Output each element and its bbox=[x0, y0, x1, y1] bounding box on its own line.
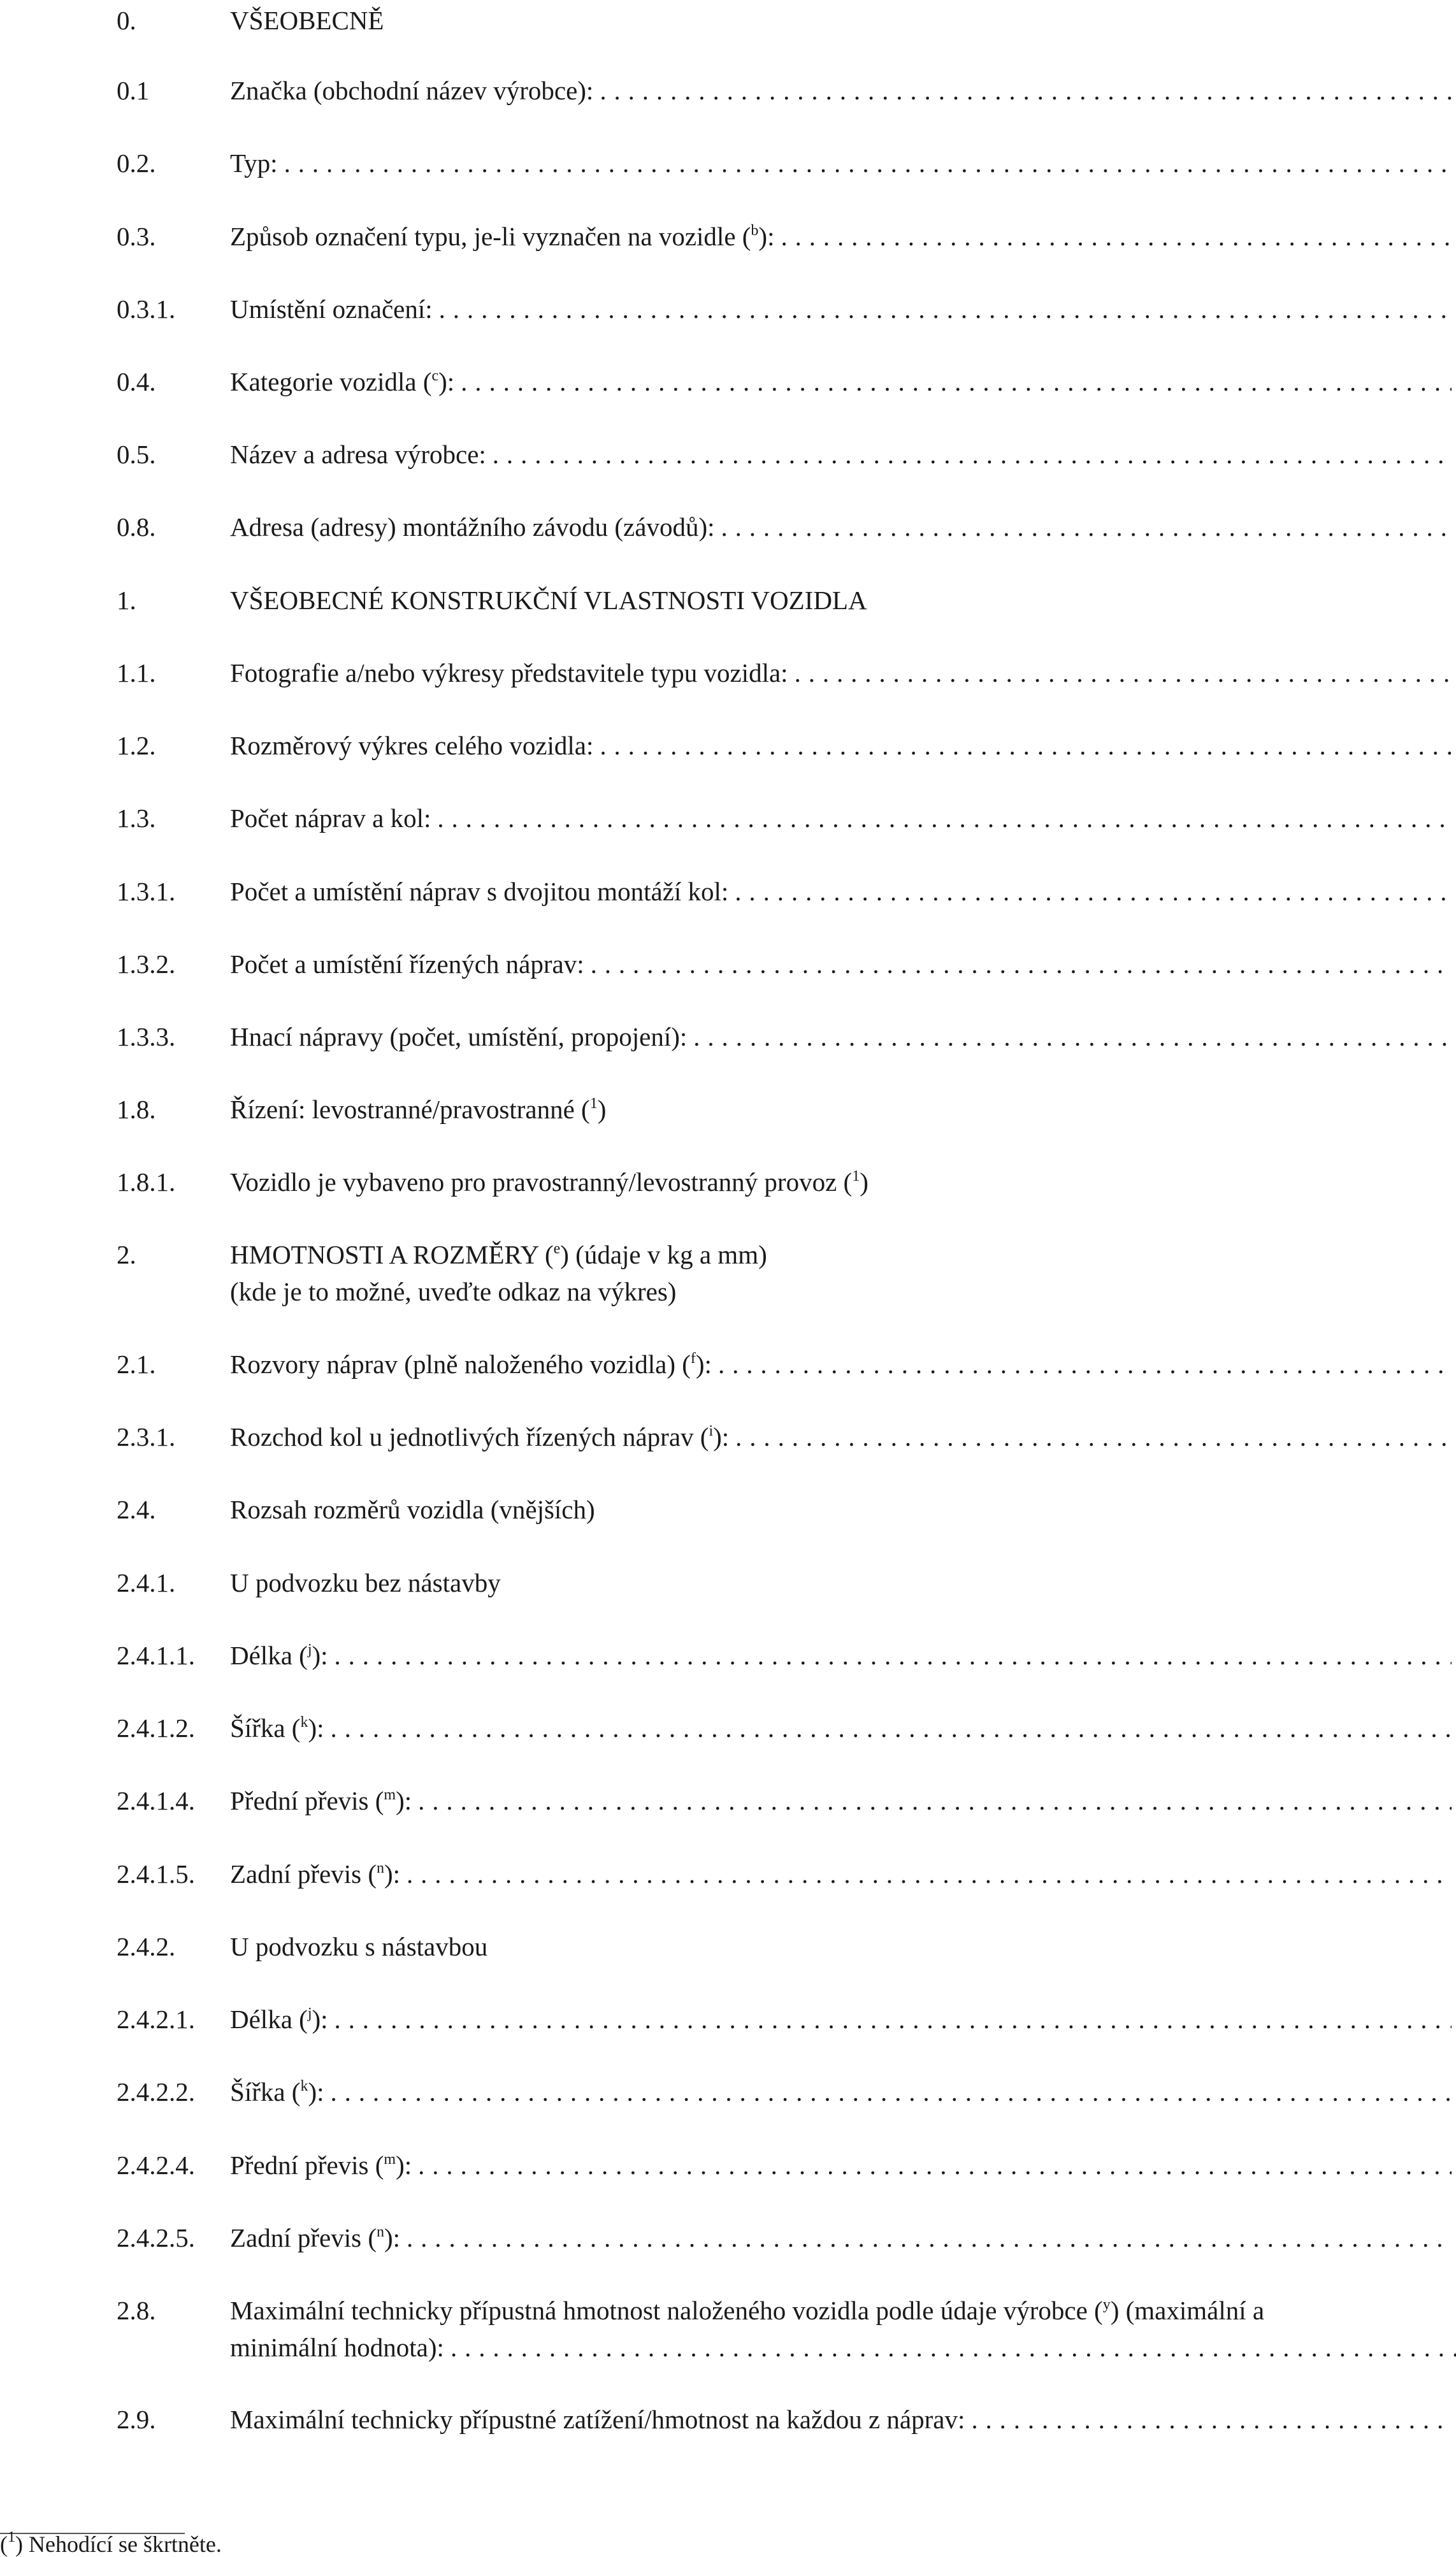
form-field bbox=[117, 1346, 1452, 1383]
item-text: Zadní převis ($^n$): bbox=[230, 1859, 401, 1889]
item-number: 1.2. bbox=[117, 731, 156, 760]
item-text: Název a adresa výrobce: bbox=[230, 440, 486, 469]
item-number: 1.8.1. bbox=[117, 1167, 176, 1197]
form-field bbox=[117, 1855, 1452, 1892]
item-number: 2.4.1.5. bbox=[117, 1859, 195, 1889]
footnote-ref: i bbox=[709, 1423, 714, 1439]
footnote-ref: k bbox=[300, 2078, 308, 2094]
form-field bbox=[117, 654, 1452, 691]
footnote: ($^1$) Nehodící se škrtněte. bbox=[0, 2529, 222, 2557]
dotted-leader bbox=[461, 363, 1452, 400]
dotted-leader bbox=[693, 1018, 1452, 1055]
footnote-ref: 1 bbox=[8, 2529, 15, 2546]
item-text: Způsob označení typu, je-li vyznačen na vozidle ($^b$): bbox=[230, 222, 775, 251]
item-text: Rozchod kol u jednotlivých řízených náprav ($^i$): bbox=[230, 1422, 730, 1451]
item-number: 1. bbox=[117, 586, 136, 615]
item-number: 2.4.1.2. bbox=[117, 1713, 195, 1743]
item-text: Počet náprav a kol: bbox=[230, 803, 431, 833]
item-text: U podvozku bez nástavby bbox=[230, 1568, 501, 1597]
dotted-leader bbox=[591, 946, 1452, 983]
item-number: 2.4.2.4. bbox=[117, 2150, 195, 2180]
item-text: Kategorie vozidla ($^c$): bbox=[230, 367, 455, 396]
item-number: 1.1. bbox=[117, 658, 156, 688]
form-field bbox=[117, 2001, 1452, 2038]
item-note: (kde je to možné, uveďte odkaz na výkres) bbox=[230, 1277, 677, 1306]
item-text: Šířka ($^k$): bbox=[230, 2077, 324, 2107]
item-number: 2. bbox=[117, 1240, 136, 1269]
dotted-leader bbox=[331, 1710, 1452, 1747]
item-text: Rozměrový výkres celého vozidla: bbox=[230, 731, 594, 760]
dotted-leader bbox=[735, 1418, 1452, 1455]
item-number: 2.3.1. bbox=[117, 1422, 176, 1451]
dotted-leader bbox=[971, 2401, 1452, 2438]
item-text: Počet a umístění řízených náprav: bbox=[230, 949, 584, 979]
form-field bbox=[117, 508, 1452, 545]
item-text: Typ: bbox=[230, 148, 278, 178]
form-field bbox=[117, 1782, 1452, 1819]
item-text: U podvozku s nástavbou bbox=[230, 1932, 488, 1961]
form-field bbox=[117, 1091, 1452, 1128]
form-field bbox=[117, 1418, 1452, 1455]
item-number: 0.5. bbox=[117, 440, 156, 469]
item-number: 2.4.2.1. bbox=[117, 2005, 195, 2034]
item-number: 2.4.2.2. bbox=[117, 2077, 195, 2107]
item-number: 1.3. bbox=[117, 803, 156, 833]
footnote-ref: j bbox=[307, 2005, 312, 2022]
section-heading bbox=[117, 1928, 1452, 1965]
form-field bbox=[117, 1163, 1452, 1200]
item-text: VŠEOBECNÉ KONSTRUKČNÍ VLASTNOSTI VOZIDLA bbox=[230, 586, 867, 615]
item-text: Počet a umístění náprav s dvojitou montáží kol: bbox=[230, 877, 729, 906]
item-text: Značka (obchodní název výrobce): bbox=[230, 76, 594, 105]
dotted-leader bbox=[439, 291, 1452, 328]
form-field bbox=[117, 72, 1452, 109]
form-field bbox=[117, 873, 1452, 910]
item-text: Umístění označení: bbox=[230, 294, 433, 324]
item-number: 0.8. bbox=[117, 512, 156, 542]
section-heading bbox=[117, 2, 1452, 39]
item-number: 2.8. bbox=[117, 2296, 156, 2325]
footnote-ref: y bbox=[1102, 2296, 1111, 2313]
form-field bbox=[117, 727, 1452, 764]
dotted-leader bbox=[418, 2147, 1452, 2184]
item-text: Délka ($^j$): bbox=[230, 1641, 328, 1670]
dotted-leader bbox=[335, 2001, 1452, 2038]
form-field bbox=[117, 2292, 1452, 2366]
item-number: 1.8. bbox=[117, 1095, 156, 1124]
form-field bbox=[117, 363, 1452, 400]
item-number: 2.1. bbox=[117, 1350, 156, 1379]
item-text-continued: minimální hodnota): bbox=[230, 2333, 444, 2362]
item-number: 0.3.1. bbox=[117, 294, 176, 324]
item-text: Délka ($^j$): bbox=[230, 2005, 328, 2034]
item-number: 2.4.1.4. bbox=[117, 1786, 195, 1815]
form-field bbox=[117, 218, 1452, 255]
section-heading bbox=[117, 1236, 1452, 1310]
form-field bbox=[117, 2147, 1452, 2184]
item-text: Řízení: levostranné/pravostranné ($^1$) bbox=[230, 1095, 607, 1124]
item-text: Maximální technicky přípustná hmotnost naloženého vozidla podle údaje výrobce ($^y$) (maximální a bbox=[230, 2296, 1265, 2325]
item-text: Šířka ($^k$): bbox=[230, 1713, 324, 1743]
footnote-ref: 1 bbox=[589, 1095, 598, 1112]
item-number: 1.3.1. bbox=[117, 877, 176, 906]
footnote-ref: e bbox=[553, 1241, 561, 1257]
section-heading bbox=[117, 1564, 1452, 1601]
item-number: 0.4. bbox=[117, 367, 156, 396]
dotted-leader bbox=[795, 654, 1452, 691]
dotted-leader bbox=[407, 2219, 1452, 2256]
item-text: Maximální technicky přípustné zatížení/hmotnost na každou z náprav: bbox=[230, 2405, 965, 2434]
dotted-leader bbox=[781, 218, 1452, 255]
item-number: 2.4. bbox=[117, 1495, 156, 1524]
footnote-ref: n bbox=[376, 2224, 384, 2240]
item-number: 0.1 bbox=[117, 76, 150, 105]
section-heading bbox=[117, 582, 1452, 619]
footnote-ref: k bbox=[300, 1714, 308, 1731]
item-number: 2.4.1.1. bbox=[117, 1641, 195, 1670]
item-text: Fotografie a/nebo výkresy představitele typu vozidla: bbox=[230, 658, 788, 688]
footnote-ref: f bbox=[690, 1350, 696, 1367]
dotted-leader bbox=[335, 1637, 1452, 1674]
footnote-ref: 1 bbox=[852, 1168, 860, 1185]
form-field bbox=[117, 1018, 1452, 1055]
item-text: Přední převis ($^m$): bbox=[230, 2150, 412, 2180]
form-field bbox=[117, 946, 1452, 983]
item-number: 2.4.2. bbox=[117, 1932, 176, 1961]
dotted-leader bbox=[735, 873, 1452, 910]
dotted-leader bbox=[284, 145, 1452, 182]
form-field bbox=[117, 145, 1452, 182]
dotted-leader bbox=[718, 1346, 1452, 1383]
item-text: Vozidlo je vybaveno pro pravostranný/levostranný provoz ($^1$) bbox=[230, 1167, 869, 1197]
item-text: Hnací nápravy (počet, umístění, propojení): bbox=[230, 1022, 688, 1051]
dotted-leader bbox=[331, 2073, 1452, 2110]
item-text: Rozvory náprav (plně naloženého vozidla) ($^f$): bbox=[230, 1350, 712, 1379]
item-text: VŠEOBECNĚ bbox=[230, 6, 384, 35]
dotted-leader bbox=[493, 436, 1452, 473]
dotted-leader bbox=[437, 800, 1452, 837]
item-text: Rozsah rozměrů vozidla (vnějších) bbox=[230, 1495, 595, 1524]
item-text: Přední převis ($^m$): bbox=[230, 1786, 412, 1815]
form-field bbox=[117, 2073, 1452, 2110]
dotted-leader bbox=[407, 1855, 1452, 1892]
item-number: 0. bbox=[117, 6, 136, 35]
dotted-leader bbox=[450, 2329, 1456, 2366]
dotted-leader bbox=[721, 508, 1452, 545]
form-field bbox=[117, 1710, 1452, 1747]
footnote-ref: m bbox=[384, 2151, 396, 2168]
item-number: 0.3. bbox=[117, 222, 156, 251]
dotted-leader bbox=[600, 727, 1452, 764]
form-field bbox=[117, 2401, 1452, 2438]
item-number: 0.2. bbox=[117, 148, 156, 178]
form-field bbox=[117, 436, 1452, 473]
form-field bbox=[117, 800, 1452, 837]
form-field bbox=[117, 291, 1452, 328]
item-text: HMOTNOSTI A ROZMĚRY ($^e$) (údaje v kg a mm) bbox=[230, 1240, 767, 1269]
section-heading bbox=[117, 1491, 1452, 1528]
form-field bbox=[117, 1637, 1452, 1674]
item-text: Adresa (adresy) montážního závodu (závodů): bbox=[230, 512, 715, 542]
item-text: Zadní převis ($^n$): bbox=[230, 2223, 401, 2252]
footnote-ref: j bbox=[307, 1641, 312, 1658]
footnote-ref: m bbox=[384, 1787, 396, 1803]
form-field bbox=[117, 2219, 1452, 2256]
footnote-ref: b bbox=[751, 222, 759, 239]
item-number: 2.9. bbox=[117, 2405, 156, 2434]
item-number: 2.4.2.5. bbox=[117, 2223, 195, 2252]
item-number: 1.3.2. bbox=[117, 949, 176, 979]
footnote-text: ) Nehodící se škrtněte. bbox=[15, 2532, 222, 2557]
item-number: 1.3.3. bbox=[117, 1022, 176, 1051]
footnote-ref: n bbox=[376, 1860, 384, 1876]
dotted-leader bbox=[418, 1782, 1452, 1819]
item-number: 2.4.1. bbox=[117, 1568, 176, 1597]
dotted-leader bbox=[600, 72, 1452, 109]
footnote-ref: c bbox=[431, 368, 439, 384]
